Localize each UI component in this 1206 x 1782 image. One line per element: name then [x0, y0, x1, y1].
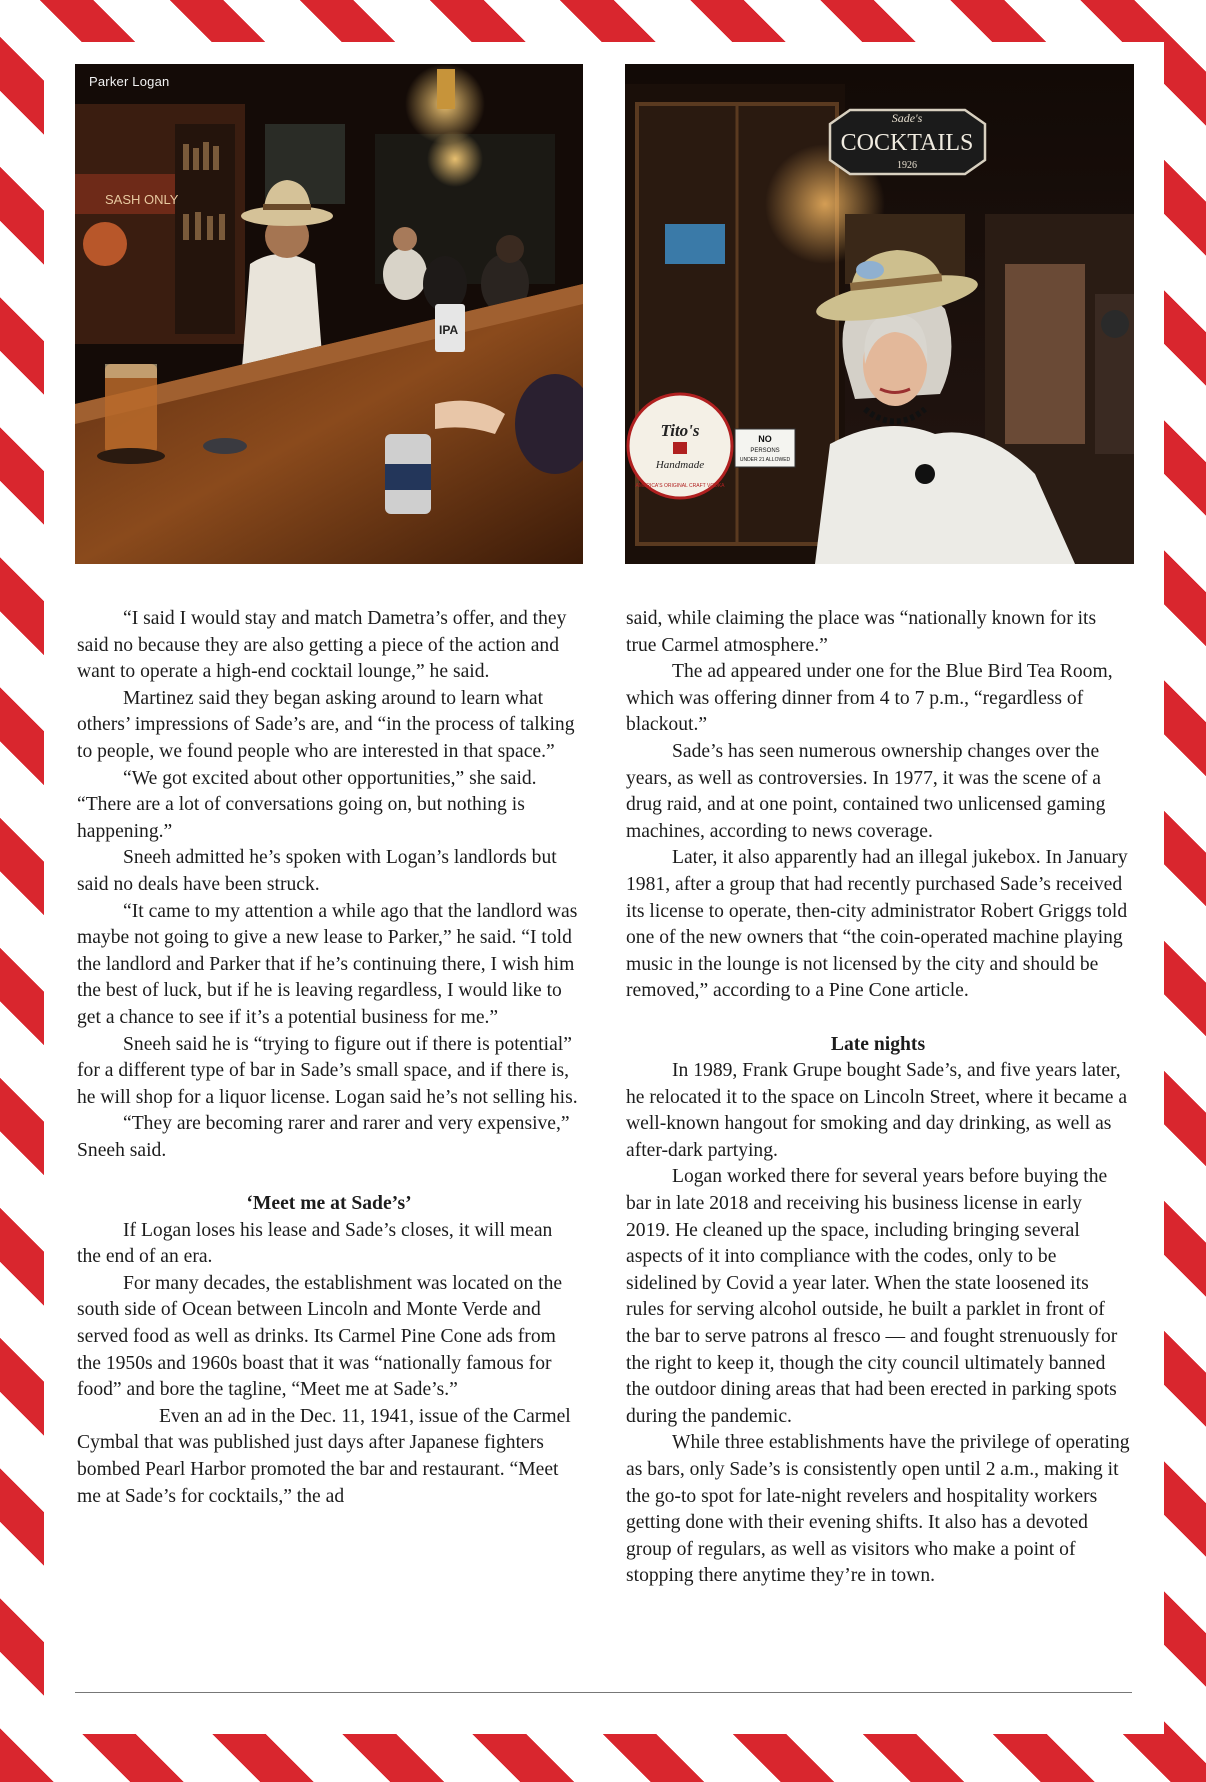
- sticker-brand: Tito's: [660, 421, 700, 440]
- sign-top-text: Sade's: [891, 111, 923, 125]
- sign-main-text: COCKTAILS: [840, 130, 974, 156]
- article-column-left: [77, 606, 581, 1510]
- can-label-text: IPA: [439, 323, 459, 337]
- paragraph: Sneeh admitted he’s spoken with Logan’s landlords but said no deals have been struck.: [77, 847, 557, 895]
- section-heading: Late nights: [830, 1033, 926, 1055]
- sticker-ring-text: AMERICA'S ORIGINAL CRAFT VODKA: [635, 483, 725, 489]
- notice-line2: PERSONS: [750, 448, 780, 454]
- paragraph: The ad appeared under one for the Blue Bird Tea Room, which was offering dinner from 4 to 7 p.m., “regardless of blackout.”: [626, 661, 1113, 736]
- section-heading: ‘Meet me at Sade’s’: [246, 1193, 412, 1215]
- paragraph: “It came to my attention a while ago that the landlord was maybe not going to give a new lease to Parker,” he said. “I told the landlord and Parker that if he’s continuing there, I wish him the best of luck, but if he is leaving regardless, I would like to get a chance to see if it’s a potential business for me.”: [77, 900, 578, 1028]
- paragraph: Even an ad in the Dec. 11, 1941, issue of the Carmel Cymbal that was published just days after Japanese fighters bombed Pearl Harbor promoted the bar and restaurant. “Meet me at Sade’s for cocktails,” the ad: [77, 1405, 571, 1507]
- paragraph: For many decades, the establishment was located on the south side of Ocean between Lincoln and Monte Verde and served food as well as drinks. Its Carmel Pine Cone ads from the 1950s and 1960s boast that it was “nationally famous for food” and bore the tagline, “Meet me at Sade’s.”: [77, 1272, 563, 1401]
- storefront-portrait-photo: [625, 64, 1134, 564]
- article-column-right: [626, 606, 1130, 1590]
- paragraph: Logan worked there for several years before buying the bar in late 2018 and receiving his business license in early 2019. He cleaned up the space, including bringing several aspects of it into compliance with the codes, only to be sidelined by Covid a year later. When the state loosened its rules for serving alcohol outside, he built a parklet in front of the bar to serve patrons al fresco — and fought strenuously for the right to keep it, though the city council ultimately banned the outdoor dining areas that had been erected in parking spots during the pandemic.: [626, 1166, 1118, 1427]
- bar-interior-photo: [75, 64, 583, 564]
- paragraph: Sade’s has seen numerous ownership changes over the years, as well as controversies. In 1977, it was the scene of a drug raid, and at one point, contained two unlicensed gaming machines, according to news coverage.: [626, 740, 1106, 842]
- paragraph: Martinez said they began asking around to learn what others’ impressions of Sade’s are, and “in the process of talking to people, we found people who are interested in that space.”: [77, 687, 575, 762]
- paragraph: “They are becoming rarer and rarer and very expensive,” Sneeh said.: [77, 1113, 570, 1161]
- paragraph: “I said I would stay and match Dametra’s offer, and they said no because they are also getting a piece of the action and want to operate a high-end cocktail lounge,” he said.: [77, 608, 567, 683]
- paragraph: Later, it also apparently had an illegal jukebox. In January 1981, after a group that had recently purchased Sade’s received its license to operate, then-city administrator Robert Griggs told one of the new owners that “the coin-operated machine playing music in the lounge is not licensed by the city and should be removed,” according to a Pine Cone article.: [626, 847, 1128, 1002]
- sticker-subtitle: Handmade: [655, 459, 705, 471]
- bar-sign-text: SASH ONLY: [105, 192, 179, 207]
- paragraph: In 1989, Frank Grupe bought Sade’s, and five years later, he relocated it to the space on Lincoln Street, where it became a well-known hangout for smoking and day drinking, as well as after-dark partying.: [626, 1060, 1128, 1161]
- bottom-rule: [75, 1692, 1132, 1693]
- paragraph: If Logan loses his lease and Sade’s closes, it will mean the end of an era.: [77, 1219, 553, 1268]
- paragraph: Sneeh said he is “trying to figure out if there is potential” for a different type of bar in Sade’s small space, and if there is, he will shop for a liquor license. Logan said he’s not selling his.: [77, 1033, 578, 1108]
- paragraph: While three establishments have the privilege of operating as bars, only Sade’s is consistently open until 2 a.m., making it the go-to spot for late-night revelers and hospitality workers getting done with their evening shifts. It also has a devoted group of regulars, as well as visitors who make a point of stopping there anytime they’re in town.: [626, 1432, 1130, 1587]
- sign-year-text: 1926: [897, 160, 917, 171]
- notice-line1: NO: [758, 434, 772, 444]
- paragraph: said, while claiming the place was “nationally known for its true Carmel atmosphere.”: [626, 608, 1097, 656]
- notice-line3: UNDER 21 ALLOWED: [739, 457, 791, 463]
- photo-credit: Parker Logan: [89, 74, 170, 89]
- paragraph: “We got excited about other opportunities,” she said. “There are a lot of conversations going on, but nothing is happening.”: [77, 767, 537, 842]
